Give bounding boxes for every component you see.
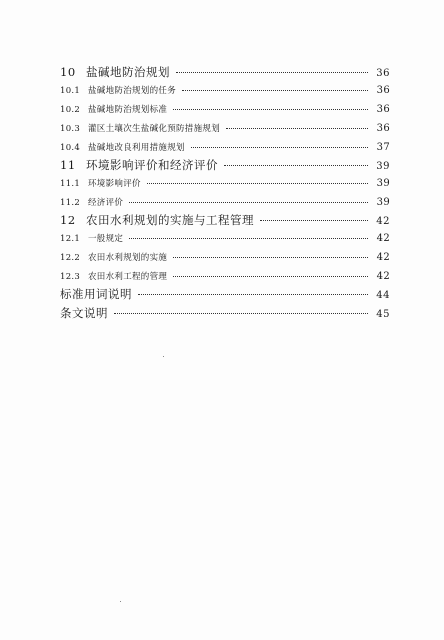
toc-entry-page: 44 — [376, 290, 390, 301]
toc-entry-section-11-1[interactable] — [60, 177, 390, 189]
toc-entry-page: 39 — [376, 197, 390, 208]
dot-leader — [114, 313, 368, 314]
toc-entry-number: 11.2 — [60, 198, 81, 208]
toc-entry-page: 45 — [376, 309, 390, 320]
toc-entry-page: 36 — [376, 104, 390, 115]
toc-entry-title: 一般规定 — [88, 234, 124, 244]
toc-entry-section-12-2[interactable] — [60, 251, 390, 263]
toc-entry-page: 42 — [376, 233, 390, 244]
toc-entry-section-10-2[interactable] — [60, 103, 390, 115]
toc-entry-number: 10.4 — [60, 143, 81, 153]
dot-leader — [129, 238, 368, 239]
toc-entry-number: 12.2 — [60, 253, 81, 263]
toc-entry-page: 39 — [376, 178, 390, 189]
dot-leader — [173, 276, 368, 277]
toc-entry-title: 农田水利规划的实施与工程管理 — [86, 213, 254, 227]
toc-entry-section-10-1[interactable] — [60, 84, 390, 96]
toc-entry-title: 环境影响评价和经济评价 — [86, 158, 218, 172]
toc-entry-title: 灌区土壤次生盐碱化预防措施规划 — [88, 124, 221, 134]
toc-entry-number: 10.2 — [60, 105, 81, 115]
dot-leader — [129, 202, 368, 203]
toc-entry-page: 42 — [376, 271, 390, 282]
dot-leader — [224, 165, 368, 166]
toc-entry-number: 12 — [60, 213, 76, 227]
toc-entry-title: 农田水利规划的实施 — [88, 253, 168, 263]
dot-leader — [260, 220, 368, 221]
toc-entry-title: 农田水利工程的管理 — [88, 272, 168, 282]
toc-entry-section-11-2[interactable] — [60, 196, 390, 208]
toc-entry-title: 经济评价 — [88, 198, 124, 208]
toc-entry-section-10-4[interactable] — [60, 141, 390, 153]
toc-entry-number: 10.1 — [60, 86, 81, 96]
toc-entry-number: 10 — [60, 65, 76, 79]
toc-entry-title: 条文说明 — [60, 306, 108, 320]
dot-leader — [191, 147, 368, 148]
toc-entry-terms-explanation[interactable] — [60, 286, 390, 302]
dot-leader — [182, 90, 368, 91]
dot-leader — [138, 294, 368, 295]
toc-entry-title: 环境影响评价 — [88, 179, 141, 189]
toc-entry-number: 12.1 — [60, 234, 81, 244]
toc-entry-page: 42 — [376, 216, 390, 227]
toc-entry-page: 42 — [376, 252, 390, 263]
dot-leader — [176, 72, 368, 73]
toc-entry-section-12-3[interactable] — [60, 270, 390, 282]
toc-entry-provision-explanation[interactable] — [60, 305, 390, 321]
toc-entry-page: 37 — [376, 142, 390, 153]
toc-entry-title: 盐碱地防治规划 — [86, 65, 170, 79]
toc-entry-title: 盐碱地防治规划标准 — [88, 105, 168, 115]
toc-entry-section-10-3[interactable] — [60, 122, 390, 134]
toc-entry-number: 11.1 — [60, 179, 81, 189]
toc-entry-page: 36 — [376, 85, 390, 96]
scan-speck — [120, 601, 121, 602]
toc-entry-title: 标准用词说明 — [60, 287, 132, 301]
toc-entry-section-12-1[interactable] — [60, 232, 390, 244]
toc-entry-number: 12.3 — [60, 272, 81, 282]
toc-entry-chapter-11[interactable] — [60, 157, 390, 173]
toc-entry-page: 36 — [376, 68, 390, 79]
dot-leader — [226, 128, 368, 129]
toc-entry-number: 10.3 — [60, 124, 81, 134]
toc-entry-page: 36 — [376, 123, 390, 134]
dot-leader — [173, 109, 368, 110]
scan-speck — [163, 356, 164, 357]
toc-entry-page: 39 — [376, 161, 390, 172]
toc-entry-chapter-12[interactable] — [60, 212, 390, 228]
toc-entry-title: 盐碱地防治规划的任务 — [88, 86, 177, 96]
dot-leader — [173, 257, 368, 258]
toc-entry-title: 盐碱地改良利用措施规划 — [88, 143, 185, 153]
dot-leader — [147, 183, 368, 184]
toc-entry-chapter-10[interactable] — [60, 64, 390, 80]
toc-entry-number: 11 — [60, 158, 76, 172]
